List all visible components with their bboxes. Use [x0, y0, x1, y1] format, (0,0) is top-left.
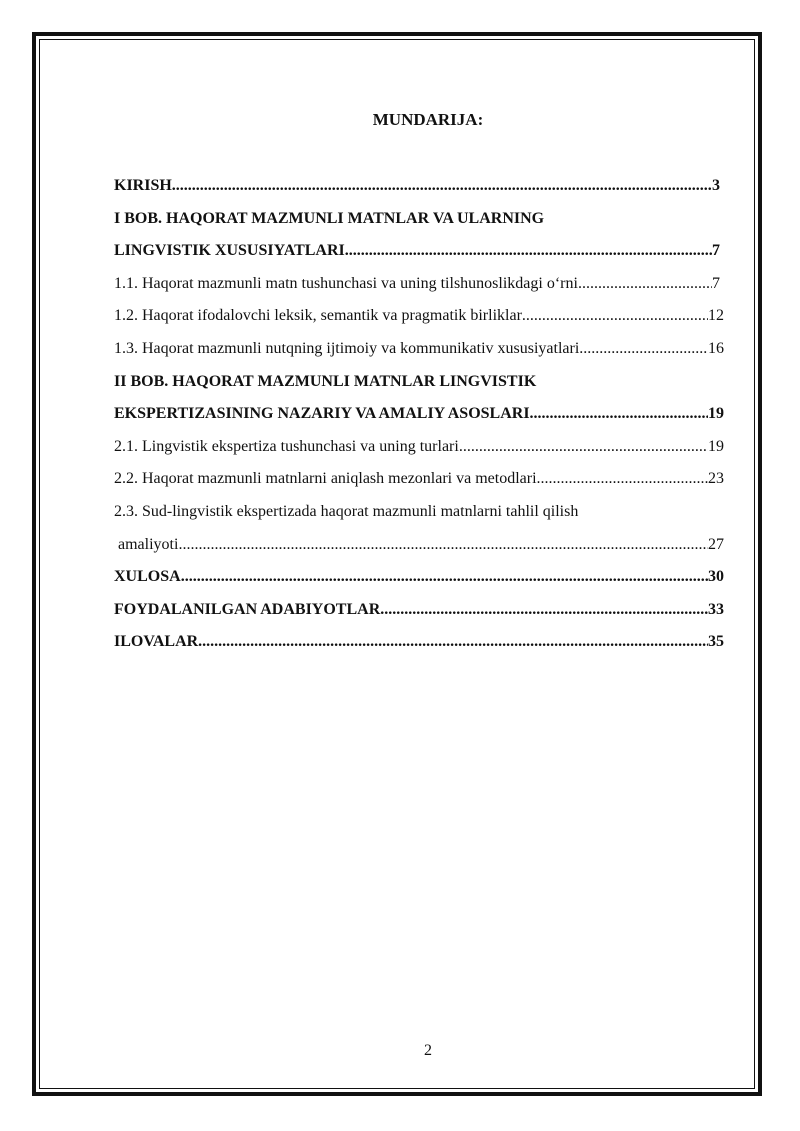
dot-leader — [530, 400, 708, 428]
toc-entry-title: ILOVALAR — [114, 633, 199, 651]
toc-entry-ilovalar[interactable] — [114, 628, 724, 661]
toc-entry-title: 2.3. Sud-lingvistik ekspertizada haqorat mazmunli matnlarni tahlil qilish — [114, 502, 579, 520]
toc-entry-1-1[interactable] — [114, 270, 724, 303]
toc-entry-chapter-1-line-1[interactable] — [114, 205, 724, 238]
dot-leader — [345, 237, 712, 265]
toc-entry-page: 12 — [708, 307, 724, 325]
dot-leader — [181, 563, 708, 591]
toc-entry-title: 1.3. Haqorat mazmunli nutqning ijtimoiy va kommunikativ xususiyatlari — [114, 339, 580, 357]
table-of-contents — [114, 172, 724, 661]
toc-entry-title: 1.2. Haqorat ifodalovchi leksik, semantik va pragmatik birliklar — [114, 307, 522, 325]
toc-entry-chapter-2-line-1[interactable] — [114, 368, 724, 401]
toc-entry-title: XULOSA — [114, 568, 181, 586]
page-number: 2 — [424, 1042, 432, 1059]
toc-entry-page: 27 — [708, 535, 724, 553]
dot-leader — [578, 270, 712, 298]
dot-leader — [522, 302, 708, 330]
toc-entry-title: 2.2. Haqorat mazmunli matnlarni aniqlash mezonlari va metodlari — [114, 470, 537, 488]
toc-entry-1-3[interactable] — [114, 335, 724, 368]
toc-entry-title: 2.1. Lingvistik ekspertiza tushunchasi va uning turlari — [114, 437, 459, 455]
toc-entry-page: 35 — [708, 633, 724, 651]
toc-entry-xulosa[interactable] — [114, 563, 724, 596]
toc-entry-page: 23 — [708, 470, 724, 488]
dot-leader — [459, 433, 708, 461]
toc-entry-2-1[interactable] — [114, 433, 724, 466]
toc-entry-2-3-line-1[interactable] — [114, 498, 724, 531]
toc-entry-2-3-line-2[interactable] — [114, 531, 724, 564]
dot-leader — [198, 628, 708, 656]
toc-entry-page: 19 — [708, 437, 724, 455]
toc-entry-page: 7 — [712, 242, 720, 260]
dot-leader — [380, 596, 708, 624]
toc-entry-adabiyotlar[interactable] — [114, 596, 724, 629]
toc-entry-page: 19 — [708, 405, 724, 423]
toc-entry-title: I BOB. HAQORAT MAZMUNLI MATNLAR VA ULARNING — [114, 209, 545, 227]
toc-entry-title: EKSPERTIZASINING NAZARIY VA AMALIY ASOSLARI — [114, 405, 530, 423]
toc-entry-title: amaliyoti — [118, 535, 179, 553]
toc-entry-chapter-1-line-2[interactable] — [114, 237, 724, 270]
toc-entry-page: 3 — [712, 177, 720, 194]
dot-leader — [172, 172, 712, 200]
toc-entry-title: II BOB. HAQORAT MAZMUNLI MATNLAR LINGVISTIK — [114, 372, 537, 390]
toc-heading: MUNDARIJA: — [372, 110, 484, 129]
toc-entry-1-2[interactable] — [114, 302, 724, 335]
dot-leader — [178, 531, 708, 559]
toc-entry-chapter-2-line-2[interactable] — [114, 400, 724, 433]
toc-entry-page: 30 — [708, 568, 724, 586]
toc-entry-title: LINGVISTIK XUSUSIYATLARI — [114, 242, 345, 260]
toc-entry-kirish[interactable] — [114, 172, 724, 205]
toc-entry-title: 1.1. Haqorat mazmunli matn tushunchasi va uning tilshunoslikdagi o‘rni — [114, 274, 578, 292]
dot-leader — [579, 335, 708, 363]
toc-entry-title: FOYDALANILGAN ADABIYOTLAR — [114, 600, 381, 618]
toc-entry-page: 16 — [708, 339, 724, 357]
toc-entry-title: KIRISH — [114, 177, 172, 194]
toc-entry-page: 7 — [712, 274, 720, 292]
dot-leader — [537, 465, 708, 493]
toc-entry-2-2[interactable] — [114, 465, 724, 498]
toc-entry-page: 33 — [708, 600, 724, 618]
